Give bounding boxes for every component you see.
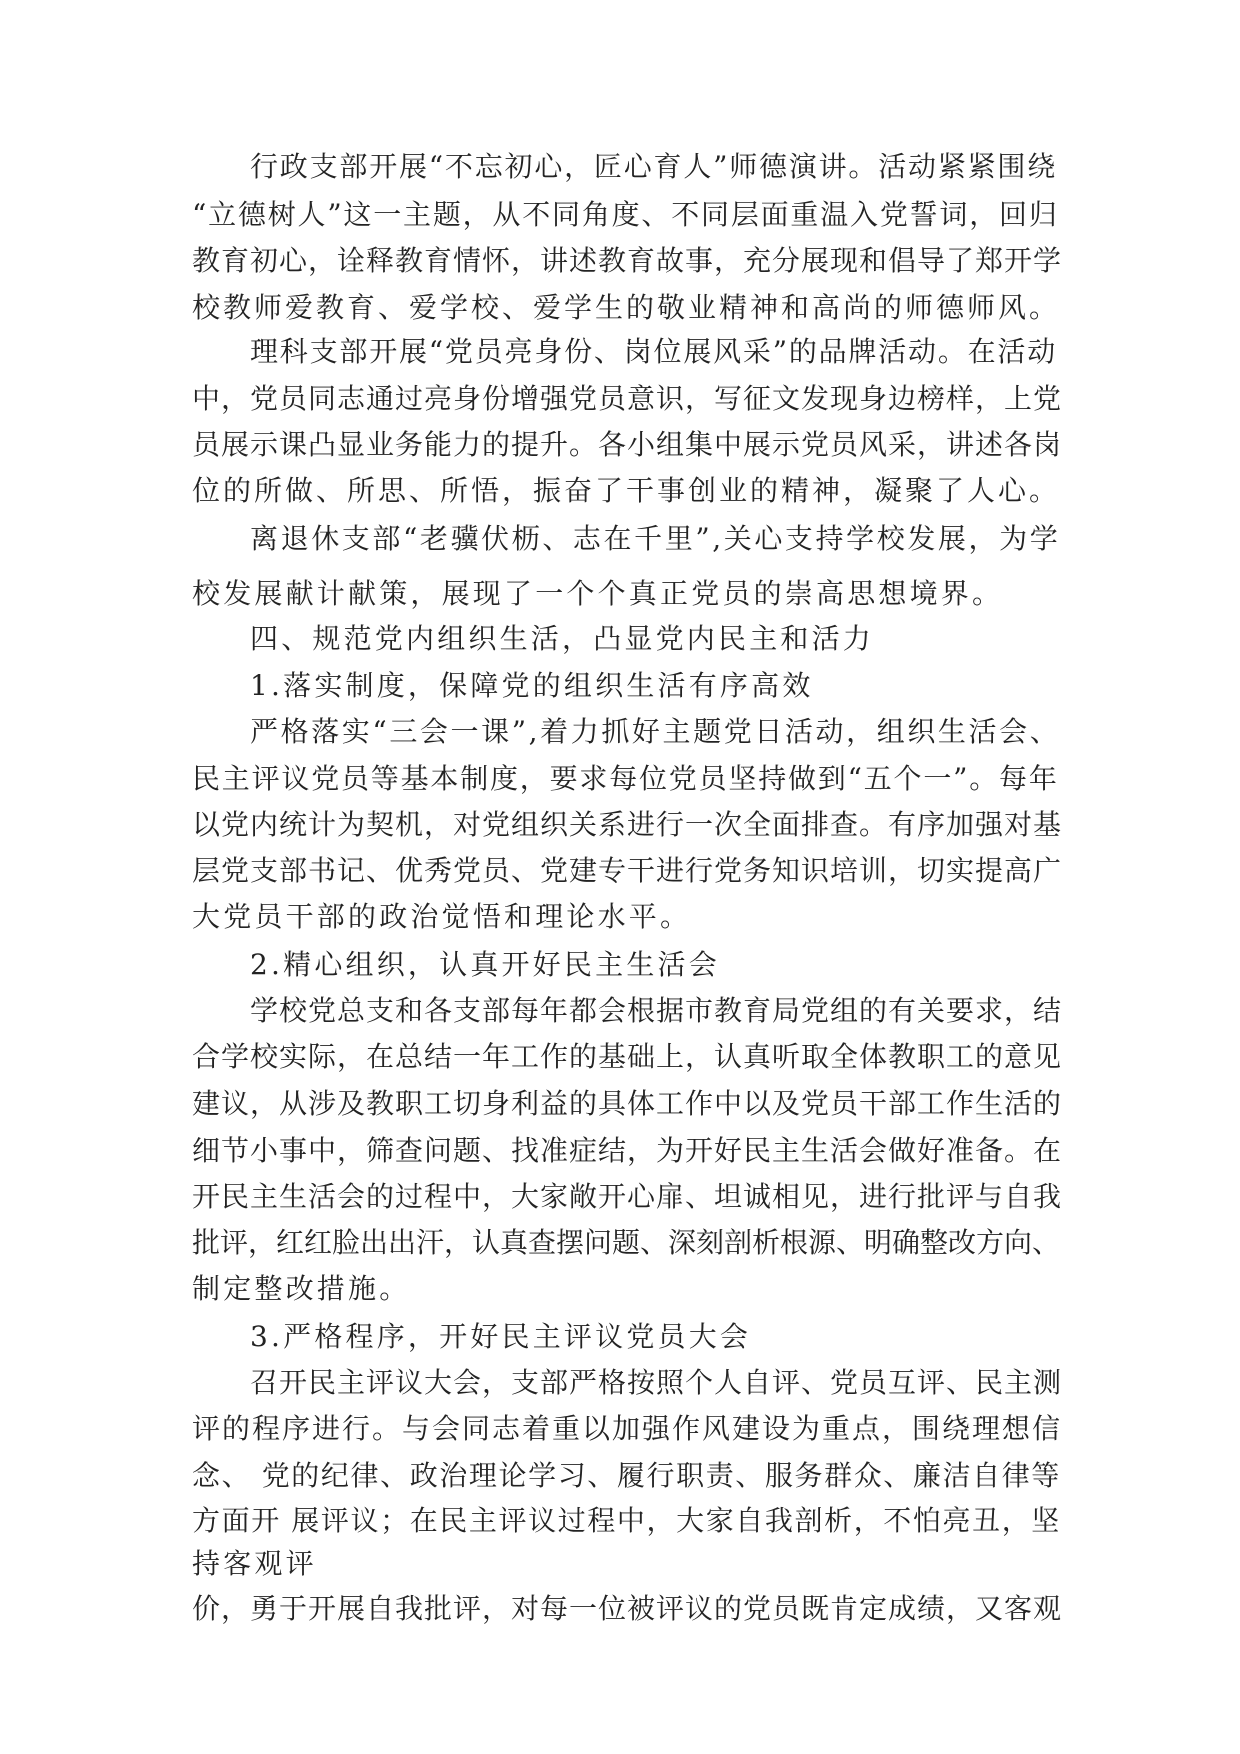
text-line: 离退休支部“老骥伏枥、志在千里”,关心支持学校发展，为学: [250, 522, 1061, 555]
text-line: 合学校实际，在总结一年工作的基础上，认真听取全体教职工的意见: [192, 1040, 1063, 1073]
text-line: 理科支部开展“党员亮身份、岗位展风采”的品牌活动。在活动: [250, 335, 1058, 368]
text-line: 中，党员同志通过亮身份增强党员意识，写征文发现身边榜样，上党: [192, 382, 1063, 415]
text-line: 学校党总支和各支部每年都会根据市教育局党组的有关要求，结: [250, 994, 1063, 1027]
text-line: 价，勇于开展自我批评，对每一位被评议的党员既肯定成绩，又客观: [192, 1592, 1063, 1625]
text-line: 校教师爱教育、爱学校、爱学生的敬业精神和高尚的师德师风。: [192, 291, 1061, 324]
text-line: 位的所做、所思、所悟，振奋了干事创业的精神，凝聚了人心。: [192, 474, 1061, 507]
text-line: 大党员干部的政治觉悟和理论水平。: [192, 900, 692, 933]
text-line: 建议，从涉及教职工切身利益的具体工作中以及党员干部工作生活的: [192, 1087, 1063, 1120]
text-line: 方面开 展评议；在民主评议过程中，大家自我剖析，不怕亮丑，坚: [192, 1504, 1061, 1537]
section-heading: 四、规范党内组织生活，凸显党内民主和活力: [250, 622, 875, 655]
text-line: 员展示课凸显业务能力的提升。各小组集中展示党员风采，讲述各岗: [192, 428, 1063, 461]
text-line: 校发展献计献策，展现了一个个真正党员的崇高思想境界。: [192, 577, 1004, 610]
text-line: 层党支部书记、优秀党员、党建专干进行党务知识培训，切实提高广: [192, 854, 1063, 887]
text-line: 批评，红红脸出出汗，认真查摆问题、深刻剖析根源、明确整改方向、: [192, 1226, 1061, 1259]
text-line: 教育初心，诠释教育情怀，讲述教育故事，充分展现和倡导了郑开学: [192, 244, 1063, 277]
text-line: 细节小事中，筛查问题、找准症结，为开好民主生活会做好准备。在: [192, 1134, 1063, 1167]
subsection-heading: 2.精心组织，认真开好民主生活会: [250, 948, 720, 981]
text-line: 制定整改措施。: [192, 1272, 411, 1305]
text-line: 开民主生活会的过程中，大家敞开心扉、坦诚相见，进行批评与自我: [192, 1180, 1063, 1213]
text-line: 以党内统计为契机，对党组织关系进行一次全面排查。有序加强对基: [192, 808, 1063, 841]
text-line: 召开民主评议大会，支部严格按照个人自评、党员互评、民主测: [250, 1366, 1063, 1399]
subsection-heading: 1.落实制度，保障党的组织生活有序高效: [250, 669, 814, 702]
text-line: “立德树人”这一主题，从不同角度、不同层面重温入党誓词，回归: [192, 198, 1059, 231]
text-line: 严格落实“三会一课”,着力抓好主题党日活动，组织生活会、: [250, 715, 1061, 748]
text-line: 民主评议党员等基本制度，要求每位党员坚持做到“五个一”。每年: [192, 762, 1059, 795]
subsection-heading: 3.严格程序，开好民主评议党员大会: [250, 1320, 752, 1353]
text-line: 持客观评: [192, 1547, 317, 1580]
text-line: 行政支部开展“不忘初心，匠心育人”师德演讲。活动紧紧围绕: [250, 150, 1058, 183]
text-line: 评的程序进行。与会同志着重以加强作风建设为重点，围绕理想信: [192, 1412, 1063, 1445]
text-line: 念、 党的纪律、政治理论学习、履行职责、服务群众、廉洁自律等: [192, 1459, 1061, 1492]
